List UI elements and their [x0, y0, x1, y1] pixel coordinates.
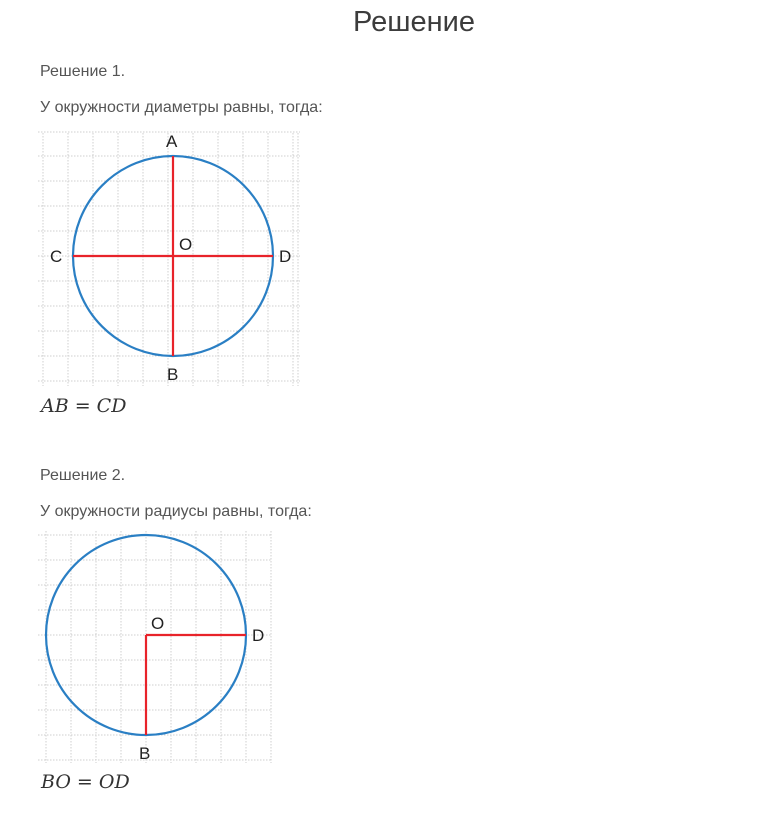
label-b: B	[139, 744, 151, 763]
label-d: D	[252, 626, 265, 645]
solution-2-equation: BO = OD	[41, 771, 130, 793]
page-title: Решение	[353, 6, 475, 38]
label-a: A	[166, 132, 178, 151]
label-o: O	[179, 235, 193, 254]
grid	[38, 132, 300, 386]
label-c: C	[50, 247, 63, 266]
solution-2-figure	[38, 531, 274, 767]
solution-1-heading: Решение 1.	[40, 63, 126, 80]
solution-1-text: У окружности диаметры равны, тогда:	[40, 99, 323, 116]
solution-1-equation: AB = CD	[41, 395, 127, 417]
label-o: O	[151, 614, 165, 633]
solution-1-figure	[38, 128, 302, 390]
label-d: D	[279, 247, 292, 266]
solution-2-text: У окружности радиусы равны, тогда:	[40, 503, 312, 520]
label-b: B	[167, 365, 179, 384]
solution-2-heading: Решение 2.	[40, 467, 126, 484]
